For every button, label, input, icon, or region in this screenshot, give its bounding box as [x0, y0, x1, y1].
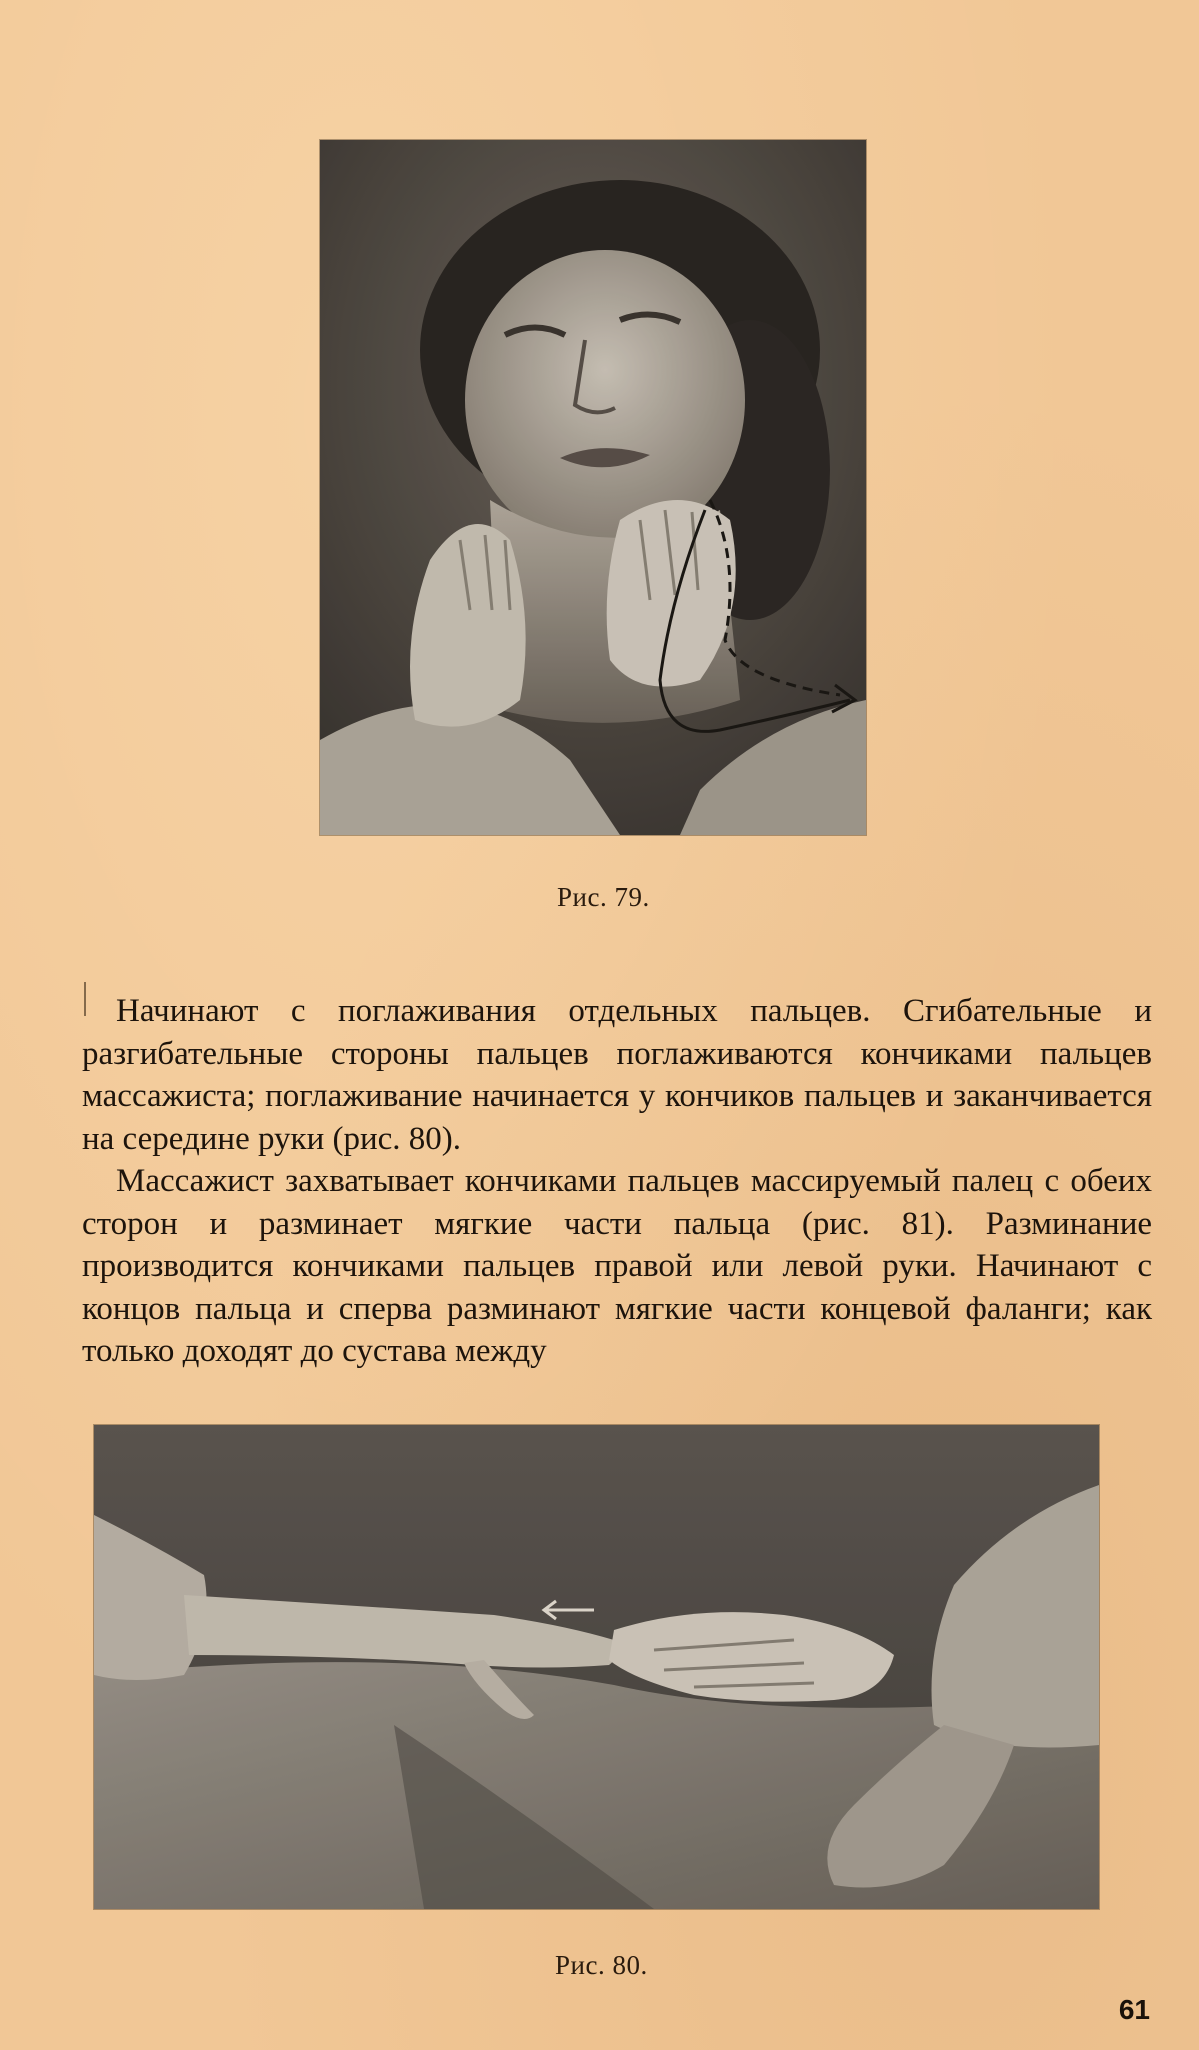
figure-79-image [320, 140, 866, 835]
paragraph-2: Массажист захватывает кончиками пальцев массируемый палец с обеих сторон и разминает мягкие части пальца (рис. 81). Разминание производится кончиками пальцев правой или левой руки. Начинают с концов пальца и сперва разминают мягкие части концевой фаланги; как только доходят до сустава между [82, 1163, 1152, 1369]
figure-80-photo [94, 1425, 1099, 1909]
figure-80-image [94, 1425, 1099, 1909]
body-text [82, 990, 1152, 1373]
figure-79-caption: Рис. 79. [557, 882, 650, 912]
page-number: 61 [1118, 1994, 1150, 2025]
figure-80-caption: Рис. 80. [555, 1950, 648, 1980]
figure-79-photo [320, 140, 866, 835]
paragraph-1: Начинают с поглаживания отдельных пальцев. Сгибательные и разгибательные стороны пальцев поглаживаются кончиками пальцев массажиста; поглаживание начинается у кончиков пальцев и заканчивается на середине руки (рис. 80). [82, 993, 1152, 1157]
